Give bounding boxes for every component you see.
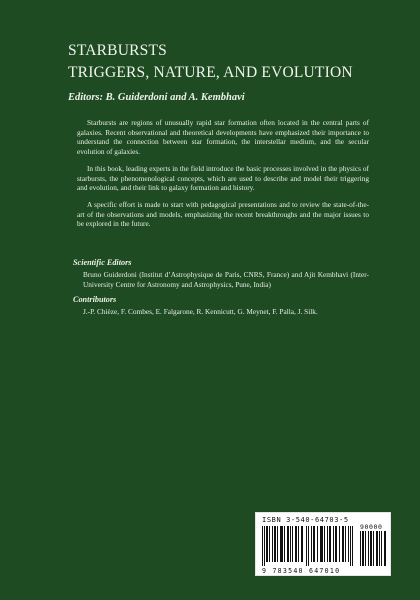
isbn-barcode [255, 512, 391, 576]
scientific-editors-section [73, 258, 369, 289]
editors-line: Editors: B. Guiderdoni and A. Kembhavi [68, 92, 245, 103]
description [77, 118, 369, 236]
book-title [68, 40, 388, 84]
contributors-text: J.-P. Chièze, F. Combes, E. Falgarone, R. Kennicutt, G. Meynet, F. Palla, J. Silk. [83, 307, 318, 316]
title-line-2: TRIGGERS, NATURE, AND EVOLUTION [68, 64, 353, 81]
description-paragraph-2: In this book, leading experts in the field introduce the basic processes involved in the physics of starbursts, the phenomenological concepts, which are used to describe and model their triggering and evolution, and their link to galaxy formation and history. [77, 163, 369, 193]
ean-number: 9 783540 647010 [262, 567, 341, 575]
description-paragraph-1: Starbursts are regions of unusually rapid star formation often located in the central parts of galaxies. Recent observational and theoretical developments have emphasized their importance to understand the connection between star formation, the interstellar medium, and the secular evolution of galaxies. [77, 118, 369, 157]
barcode-addon-digits: 90000 [360, 523, 383, 531]
title-line-1: STARBURSTS [68, 42, 167, 59]
isbn-number: ISBN 3-540-64703-5 [262, 516, 349, 524]
barcode-bars [262, 526, 354, 566]
barcode-addon-bars [360, 531, 387, 566]
description-paragraph-3: A specific effort is made to start with pedagogical presentations and to review the state-of-the-art of the observations and models, emphasizing the recent breakthroughs and the major issues to be explored in the future. [77, 199, 369, 229]
contributors-heading: Contributors [73, 295, 117, 304]
scientific-editors-heading: Scientific Editors [73, 258, 132, 267]
contributors-section [73, 295, 369, 317]
scientific-editors-text: Bruno Guiderdoni (Institut d’Astrophysique de Paris, CNRS, France) and Ajit Kembhavi (Inter-University Centre for Astronomy and Astrophysics, Pune, India) [83, 270, 369, 289]
